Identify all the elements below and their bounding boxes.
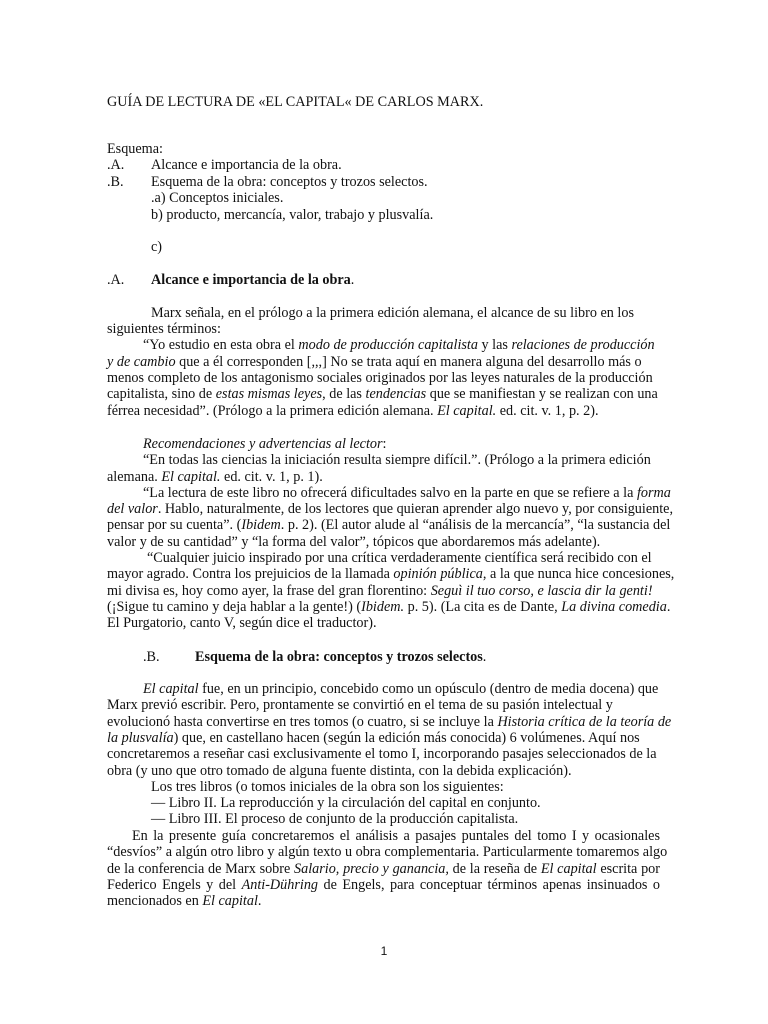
paragraph-line: El capital fue, en un principio, concebido como un opúsculo (dentro de media docena) que <box>143 681 659 697</box>
quote-line: del valor. Hablo, naturalmente, de los lectores que quieran aprender algo nuevo y, por consiguiente, <box>107 501 673 517</box>
recommendations-heading: Recomendaciones y advertencias al lector: <box>143 436 387 452</box>
outline-heading: Esquema: <box>107 141 163 157</box>
quote-line: mi divisa es, hoy como ayer, la frase del gran florentino: Seguì il tuo corso, e lascia dir la genti! <box>107 583 653 599</box>
quote-line: férrea necesidad”. (Prólogo a la primera edición alemana. El capital. ed. cit. v. 1, p. 2). <box>107 403 599 419</box>
outline-subitem: c) <box>151 239 163 255</box>
paragraph-line: obra (y uno que otro tomado de alguna fuente distinta, con la debida explicación). <box>107 763 572 779</box>
paragraph-line: En la presente guía concretaremos el análisis a pasajes puntales del tomo I y ocasionales <box>132 828 660 844</box>
paragraph-line: evolucionó hasta convertirse en tres tomos (o cuatro, si se incluye la Historia crítica de la teoría de <box>107 714 672 730</box>
paragraph-line: Los tres libros (o tomos iniciales de la obra son los siguientes: <box>151 779 504 795</box>
section-a-heading <box>151 272 354 288</box>
outline-marker-b: .B. <box>107 174 124 190</box>
section-a-heading-punct: . <box>350 272 355 288</box>
quote-line: mayor agrado. Contra los prejuicios de la llamada opinión pública, a la que nunca hice concesiones, <box>107 566 675 582</box>
paragraph-line: de la conferencia de Marx sobre Salario, precio y ganancia, de la reseña de El capital escrita por <box>107 861 660 877</box>
list-item: — Libro II. La reproducción y la circulación del capital en conjunto. <box>151 795 541 811</box>
section-a-marker: .A. <box>107 272 125 288</box>
paragraph-line: mencionados en El capital. <box>107 893 262 909</box>
page-number: 1 <box>380 944 388 958</box>
quote-line: valor y de su cantidad” y “la forma del valor”, tópicos que abordaremos más adelante). <box>107 534 601 550</box>
quote-line: capitalista, sino de estas mismas leyes, de las tendencias que se manifiestan y se realizan con una <box>107 386 658 402</box>
section-b-heading-text: Esquema de la obra: conceptos y trozos selectos <box>195 649 483 665</box>
outline-subitem: b) producto, mercancía, valor, trabajo y plusvalía. <box>151 207 434 223</box>
paragraph-line: concretaremos a reseñar casi exclusivamente el tomo I, incorporando pasajes seleccionados de la <box>107 746 657 762</box>
quote-line: menos completo de los antagonismo sociales originados por las leyes naturales de la producción <box>107 370 653 386</box>
outline-item-b: Esquema de la obra: conceptos y trozos selectos. <box>151 174 428 190</box>
section-b-heading <box>195 649 486 665</box>
outline-item-a: Alcance e importancia de la obra. <box>151 157 342 173</box>
quote-line: “Yo estudio en esta obra el modo de producción capitalista y las relaciones de producción <box>143 337 655 353</box>
paragraph-line: la plusvalía) que, en castellano hacen (según la edición más conocida) 6 volúmenes. Aquí nos <box>107 730 640 746</box>
list-item: — Libro III. El proceso de conjunto de la producción capitalista. <box>151 811 519 827</box>
outline-subitem: .a) Conceptos iniciales. <box>151 190 284 206</box>
paragraph-line: “desvíos” a algún otro libro y algún texto u obra complementaria. Particularmente tomaremos algo <box>107 844 668 860</box>
paragraph-line: Federico Engels y del Anti-Dühring de Engels, para conceptuar términos apenas insinuados o <box>107 877 660 893</box>
paragraph-line: Marx señala, en el prólogo a la primera edición alemana, el alcance de su libro en los <box>151 305 634 321</box>
quote-line: alemana. El capital. ed. cit. v. 1, p. 1). <box>107 469 323 485</box>
quote-line: El Purgatorio, canto V, según dice el traductor). <box>107 615 377 631</box>
section-b-marker: .B. <box>143 649 160 665</box>
outline-marker-a: .A. <box>107 157 125 173</box>
quote-line: (¡Sigue tu camino y deja hablar a la gente!) (Ibidem. p. 5). (La cita es de Dante, La divina comedia. <box>107 599 671 615</box>
section-b-heading-punct: . <box>482 649 487 665</box>
quote-line: “Cualquier juicio inspirado por una crítica verdaderamente científica será recibido con el <box>147 550 652 566</box>
quote-line: pensar por su cuenta”. (Ibidem. p. 2). (El autor alude al “análisis de la mercancía”, “la sustancia del <box>107 517 671 533</box>
section-a-heading-text: Alcance e importancia de la obra <box>151 272 351 288</box>
quote-line: “La lectura de este libro no ofrecerá dificultades salvo en la parte en que se refiere a la forma <box>143 485 671 501</box>
quote-line: “En todas las ciencias la iniciación resulta siempre difícil.”. (Prólogo a la primera edición <box>143 452 651 468</box>
paragraph-line: Marx previó escribir. Pero, prontamente se convirtió en el tema de su pasión intelectual y <box>107 697 613 713</box>
quote-line: y de cambio que a él corresponden [,,,] No se trata aquí en manera alguna del desarrollo más o <box>107 354 642 370</box>
document-title: GUÍA DE LECTURA DE «EL CAPITAL« DE CARLOS MARX. <box>107 94 484 110</box>
paragraph-line: siguientes términos: <box>107 321 221 337</box>
